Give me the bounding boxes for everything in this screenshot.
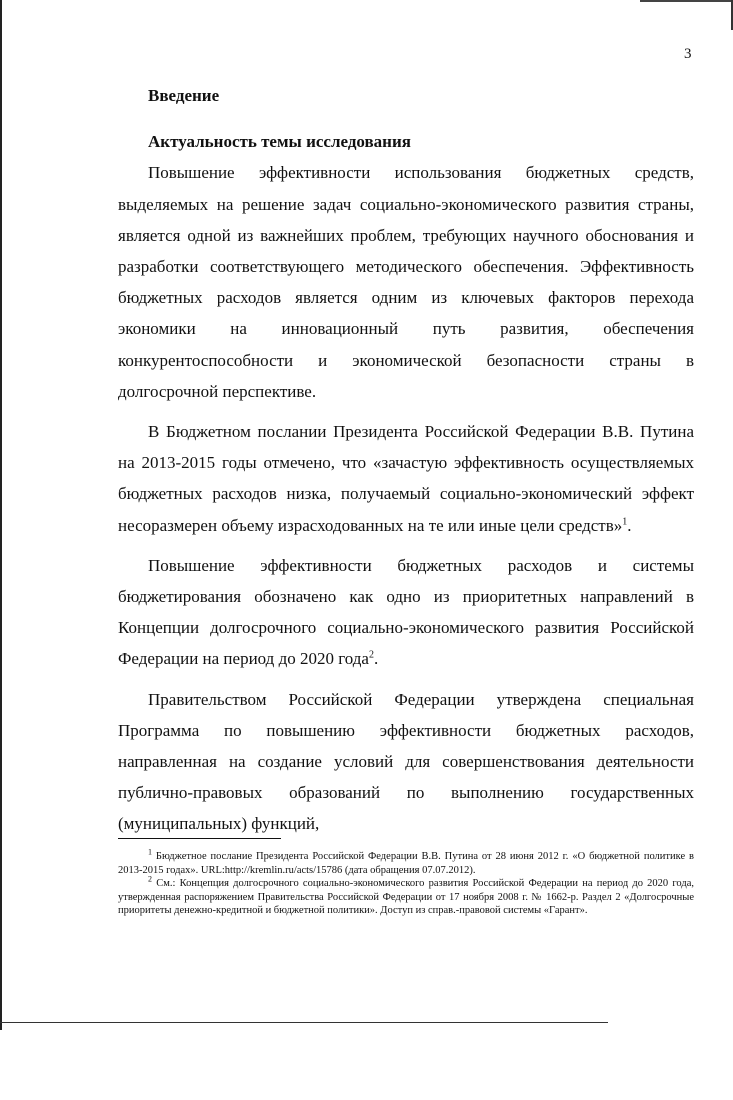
footnote-ref-2[interactable]: 2 <box>368 649 374 661</box>
paragraph-3 <box>118 550 694 675</box>
footnote-separator <box>118 838 281 839</box>
scan-bottom-line <box>0 1022 608 1023</box>
footnote-1 <box>118 847 694 877</box>
page-number: 3 <box>684 46 692 62</box>
paragraph-2 <box>118 416 694 541</box>
paragraph-2-text: В Бюджетном послании Президента Российской Федерации В.В. Путина на 2013-2015 годы отмечено, что «зачастую эффективность осуществляемых бюджетных расходов низка, получаемый социально-экономический эффект несоразмерен объему израсходованных на те или иные цели средств» <box>118 422 694 535</box>
footnote-ref-1[interactable]: 1 <box>622 515 628 527</box>
subsection-title: Актуальность темы исследования <box>148 132 411 152</box>
paragraph-4 <box>118 684 694 840</box>
footnote-2 <box>118 874 694 918</box>
footnote-2-marker: 2 <box>148 874 152 884</box>
paragraph-1-text: Повышение эффективности использования бюджетных средств, выделяемых на решение задач социально-экономического развития страны, является одной из важнейших проблем, требующих научного обоснования и разработки соответствующего методического обеспечения. Эффективность бюджетных расходов является одним из ключевых факторов перехода экономики на инновационный путь развития, обеспечения конкурентоспособности и экономической безопасности страны в долгосрочной перспективе. <box>118 163 694 401</box>
paragraph-3-text: Повышение эффективности бюджетных расходов и системы бюджетирования обозначено как одно из приоритетных направлений в Концепции долгосрочного социально-экономического развития Российской Федерации на период до 2020 года <box>118 555 694 669</box>
paragraph-2-tail: . <box>627 515 632 535</box>
footnotes <box>118 847 694 918</box>
paragraph-1 <box>118 157 694 407</box>
main-text <box>118 80 694 849</box>
footnote-2-text: См.: Концепция долгосрочного социально-экономического развития Российской Федерации на период до 2020 года, утвержденная распоряжением Правительства Российской Федерации от 17 ноября 2008 г. № 1662-р. Раздел 2 «Долгосрочные приоритеты денежно-кредитной и бюджетной политики». Доступ из справ.-правовой системы «Гарант». <box>118 878 694 917</box>
scan-top-edge <box>640 0 733 2</box>
footnote-1-marker: 1 <box>148 847 152 857</box>
paragraph-4-text: Правительством Российской Федерации утверждена специальная Программа по повышению эффективности бюджетных расходов, направленная на создание условий для совершенствования деятельности публично-правовых образований по выполнению государственных (муниципальных) функций, <box>118 689 694 834</box>
paragraph-3-tail: . <box>373 649 379 669</box>
footnote-1-text: Бюджетное послание Президента Российской Федерации В.В. Путина от 28 июня 2012 г. «О бюджетной политике в 2013-2015 годах». URL:http://kremlin.ru/acts/15786 (дата обращения 07.07.2012). <box>118 851 694 876</box>
scan-left-edge <box>0 0 2 1030</box>
section-title: Введение <box>148 86 220 105</box>
